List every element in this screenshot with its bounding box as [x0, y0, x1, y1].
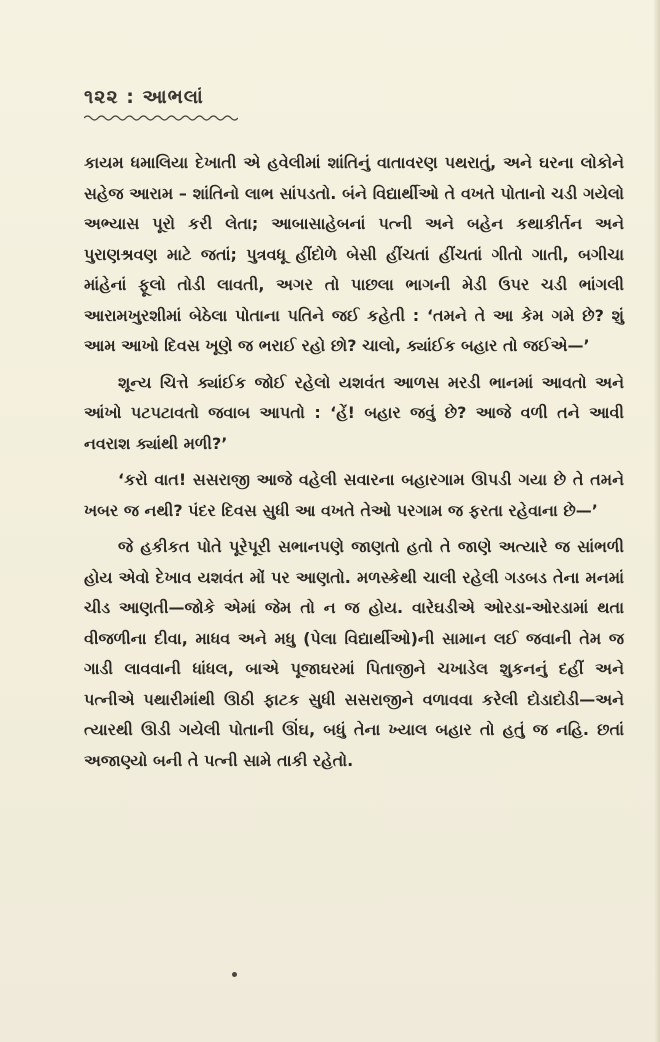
paragraph-3: ‘કરો વાત! સસરાજી આજે વહેલી સવારના બહારગામ ઊપડી ગયા છે તે તમને ખબર જ નથી? પંદર દિવસ સુધી આ વખતે તેઓ પરગામ જ ફરતા રહેવાના છે—’: [84, 470, 624, 520]
paragraph-4: જે હકીકત પોતે પૂરેપૂરી સભાનપણે જાણતો હતો તે જાણે અત્યારે જ સાંભળી હોય એવો દેખાવ યશવંત મોં પર આણતો. મળસ્કેથી ચાલી રહેલી ગડબડ તેના મનમાં ચીડ આણતી—જોકે એમાં જેમ તો ન જ હોય. વારેઘડીએ ઓરડા-ઓરડામાં થતા વીજળીના દીવા, માધવ અને મધુ (પેલા વિદ્યાર્થીઓ)ની સામાન લઈ જવાની તેમ જ ગાડી લાવવાની ધાંધલ, બાએ પૂજાઘરમાં પિતાજીને ચખાડેલ શુકનનું દહીં અને પત્નીએ પથારીમાંથી ઊઠી ફાટક સુધી સસરાજીને વળાવવા કરેલી દોડાદોડી—અને ત્યારથી ઊડી ગયેલી પોતાની ઊંઘ, બધું તેના ખ્યાલ બહાર તો હતું જ નહિ. છતાં અજાણ્યો બની તે પત્ની સામે તાકી રહેતો.: [84, 537, 624, 770]
paragraph-1: કાયમ ધમાલિયા દેખાતી એ હવેલીમાં શાંતિનું વાતાવરણ પથરાતું, અને ઘરના લોકોને સહેજ આરામ – શાંતિનો લાભ સાંપડતો. બંને વિદ્યાર્થીઓ તે વખતે પોતાનો ચડી ગયેલો અભ્યાસ પૂરો કરી લેતા; આબાસાહેબનાં પત્ની અને બહેન કથાકીર્તન અને પુરાણશ્રવણ માટે જતાં; પુત્રવધૂ હીંદોળે બેસી હીંચતાં હીંચતાં ગીતો ગાતી, બગીચા માંહેનાં ફૂલો તોડી લાવતી, અગર તો પાછલા ભાગની મેડી ઉપર ચડી ભાંગલી આરામખુરશીમાં બેઠેલા પોતાના પતિને જઈ કહેતી : ‘તમને તે આ કેમ ગમે છે? શું આમ આખો દિવસ ખૂણે જ ભરાઈ રહો છો? ચાલો, ક્યાંઈક બહાર તો જઈએ—’: [84, 153, 624, 355]
page-edge-shadow: [654, 0, 660, 1042]
body-text: [84, 148, 624, 782]
header-wavy-underline: [84, 114, 238, 122]
running-head: ૧૨૨ : આભલાં: [84, 86, 204, 108]
page-dot-ornament: [232, 972, 237, 977]
paragraph-2: શૂન્ય ચિત્તે ક્યાંઈક જોઈ રહેલો યશવંત આળસ મરડી ભાનમાં આવતો અને આંખો પટપટાવતો જવાબ આપતો : ‘હેં! બહાર જવું છે? આજે વળી તને આવી નવરાશ ક્યાંથી મળી?’: [84, 372, 624, 453]
